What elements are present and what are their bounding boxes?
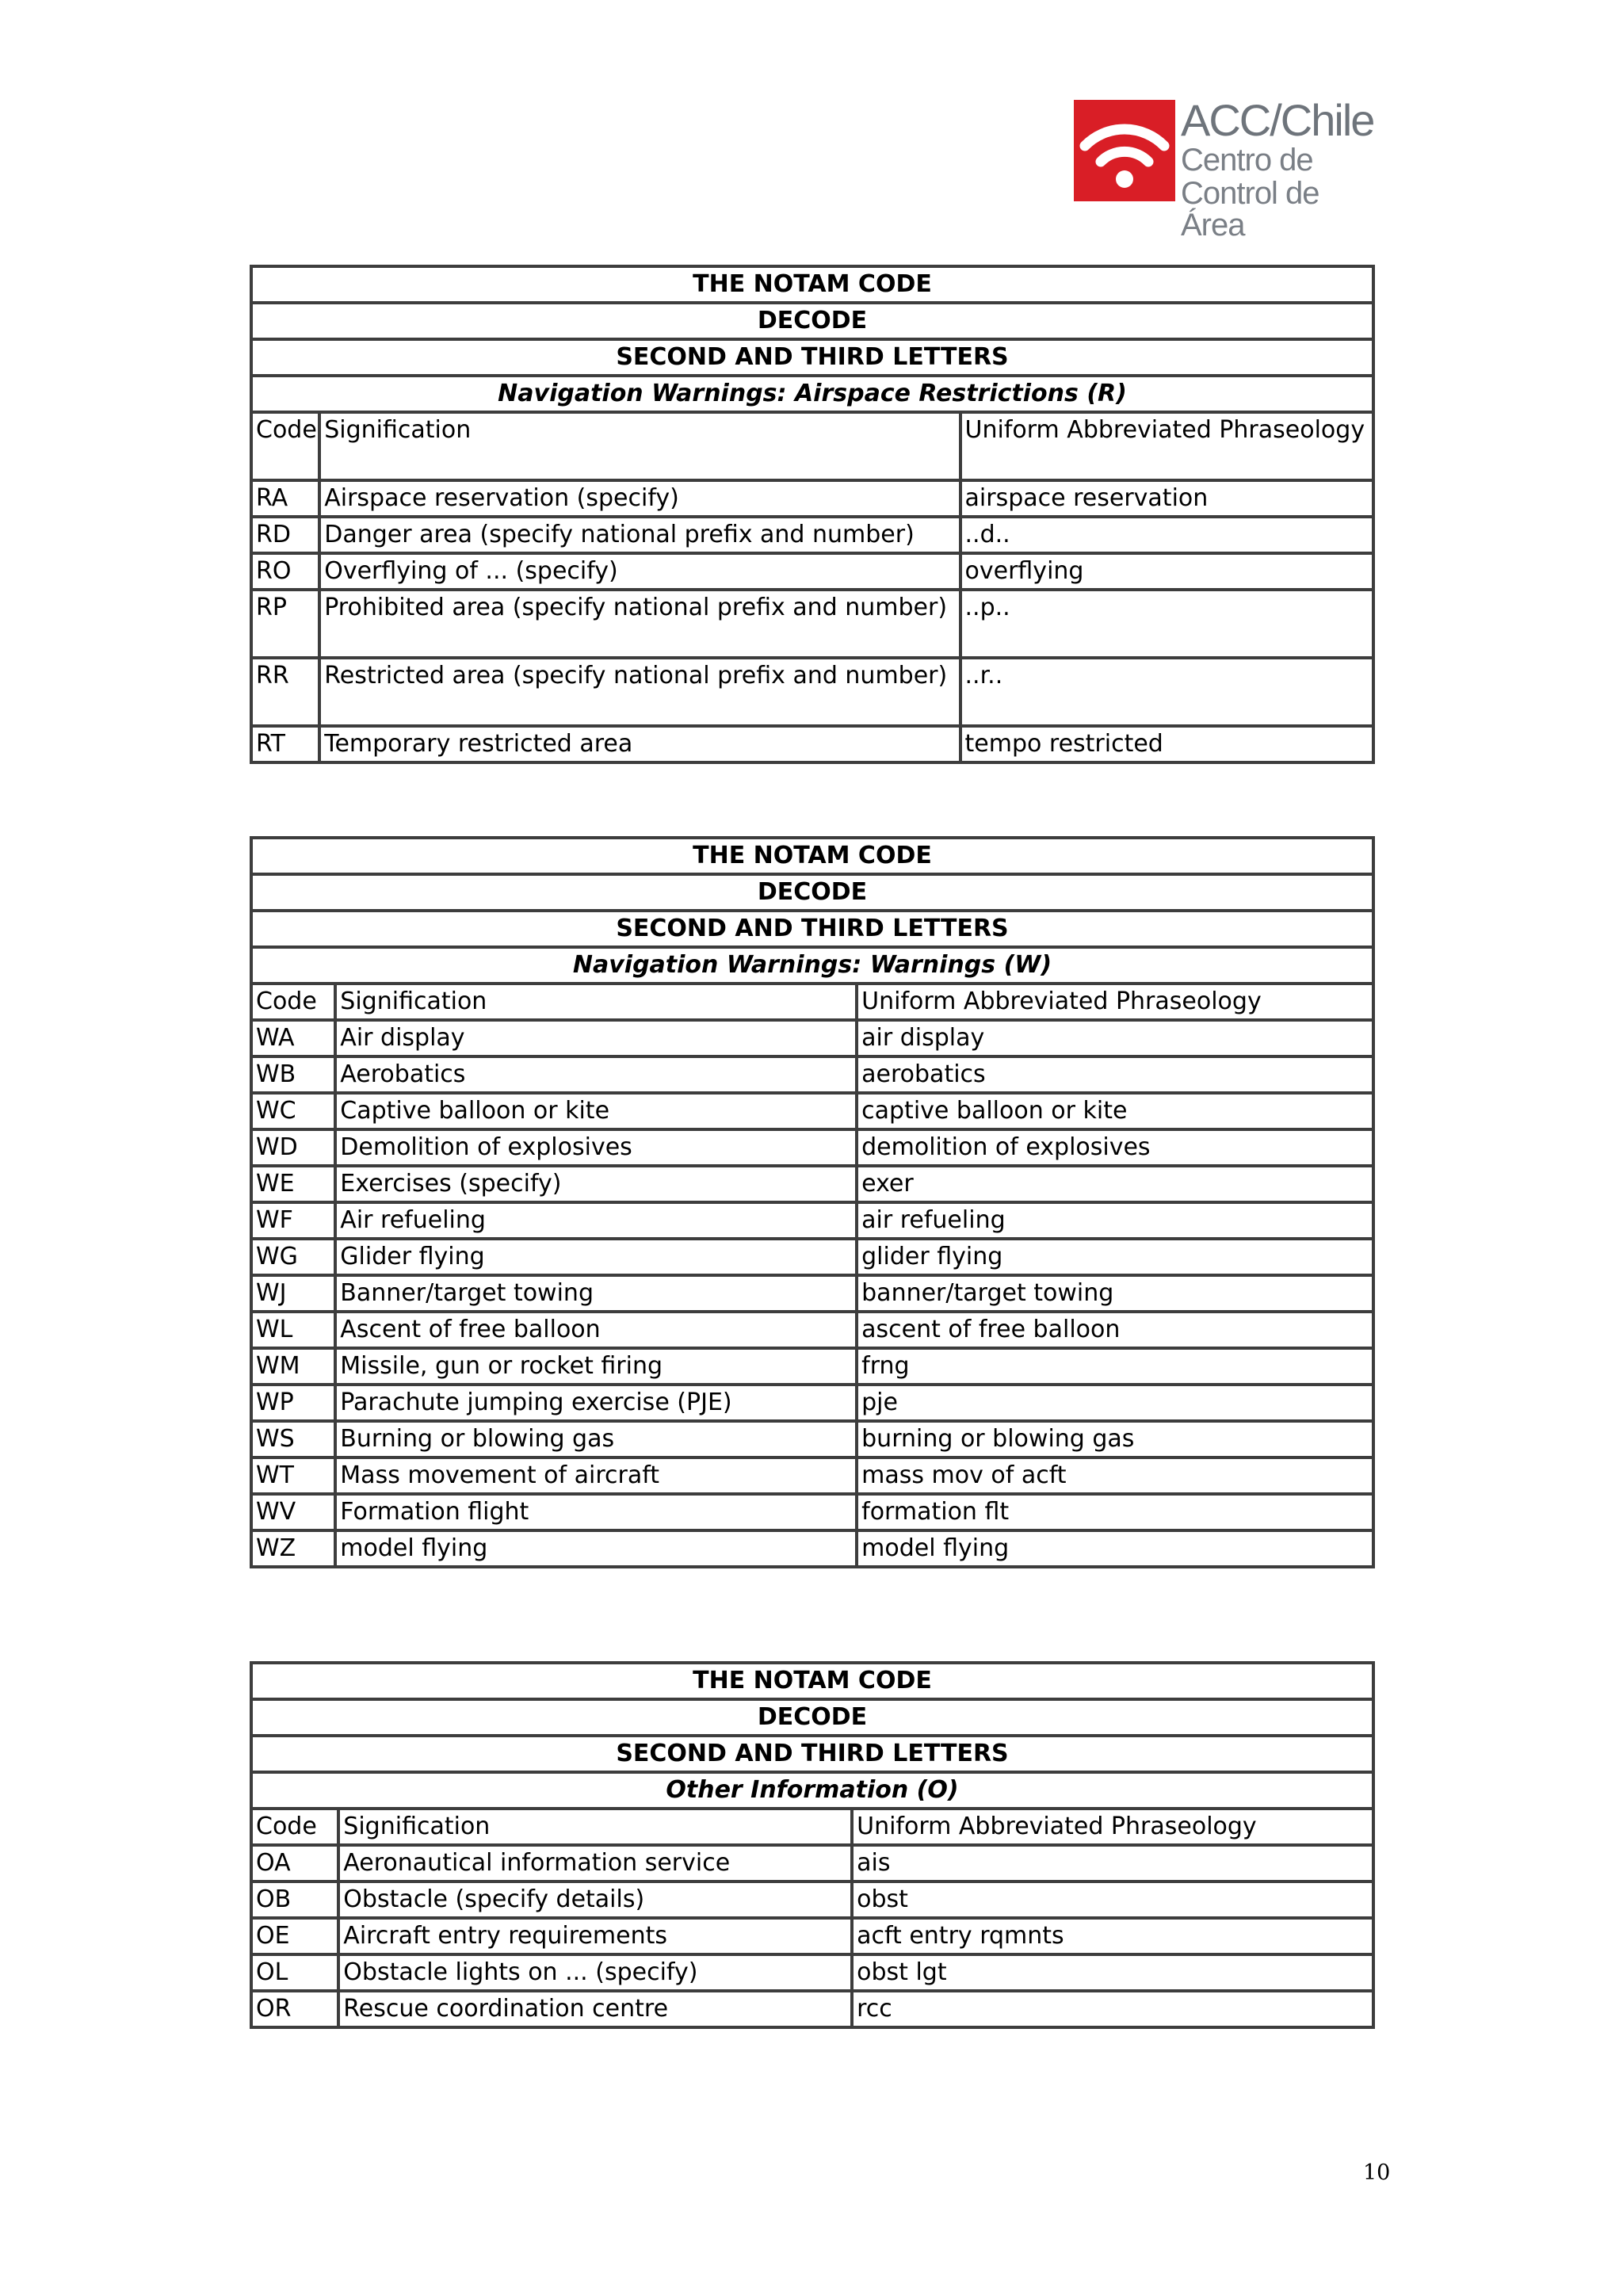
signification-cell: Missile, gun or rocket firing <box>335 1348 857 1385</box>
code-cell: RA <box>251 480 319 517</box>
wifi-signal-icon <box>1074 100 1175 201</box>
logo-title: ACC/Chile <box>1181 95 1374 145</box>
phraseology-cell: tempo restricted <box>960 726 1373 762</box>
code-cell: RP <box>251 590 319 658</box>
phraseology-cell: banner/target towing <box>857 1275 1373 1312</box>
table-category: Navigation Warnings: Airspace Restrictions (R) <box>251 376 1373 412</box>
signification-cell: Obstacle lights on ... (specify) <box>338 1954 852 1991</box>
table-row <box>251 1421 1373 1457</box>
phraseology-cell: obst <box>852 1881 1373 1918</box>
phraseology-cell: ..p.. <box>960 590 1373 658</box>
signification-cell: Obstacle (specify details) <box>338 1881 852 1918</box>
phraseology-cell: burning or blowing gas <box>857 1421 1373 1457</box>
phraseology-cell: obst lgt <box>852 1954 1373 1991</box>
phraseology-cell: overflying <box>960 553 1373 590</box>
phraseology-cell: ..d.. <box>960 517 1373 553</box>
column-header-phraseology: Uniform Abbreviated Phraseology <box>857 984 1373 1020</box>
signification-cell: Restricted area (specify national prefix and number) <box>319 658 960 726</box>
notam-table-airspace-restrictions <box>250 265 1375 764</box>
signification-cell: Glider flying <box>335 1239 857 1275</box>
table-subtitle: DECODE <box>251 874 1373 911</box>
column-header-signification: Signification <box>338 1809 852 1845</box>
signification-cell: Air refueling <box>335 1202 857 1239</box>
code-cell: WV <box>251 1494 335 1530</box>
phraseology-cell: model flying <box>857 1530 1373 1567</box>
code-cell: WF <box>251 1202 335 1239</box>
signification-cell: Rescue coordination centre <box>338 1991 852 2027</box>
signification-cell: model flying <box>335 1530 857 1567</box>
table-section: SECOND AND THIRD LETTERS <box>251 911 1373 947</box>
table-row <box>251 1202 1373 1239</box>
table-row <box>251 1494 1373 1530</box>
table-section: SECOND AND THIRD LETTERS <box>251 1736 1373 1772</box>
table-row <box>251 553 1373 590</box>
table-row <box>251 726 1373 762</box>
signification-cell: Air display <box>335 1020 857 1056</box>
code-cell: WC <box>251 1093 335 1129</box>
table-title: THE NOTAM CODE <box>251 838 1373 874</box>
table-section: SECOND AND THIRD LETTERS <box>251 339 1373 376</box>
code-cell: RO <box>251 553 319 590</box>
table-row <box>251 517 1373 553</box>
notam-table-other-information <box>250 1661 1375 2029</box>
code-cell: WS <box>251 1421 335 1457</box>
table-row <box>251 1954 1373 1991</box>
signification-cell: Demolition of explosives <box>335 1129 857 1166</box>
table-row <box>251 1020 1373 1056</box>
signification-cell: Burning or blowing gas <box>335 1421 857 1457</box>
signification-cell: Exercises (specify) <box>335 1166 857 1202</box>
signification-cell: Temporary restricted area <box>319 726 960 762</box>
code-cell: WT <box>251 1457 335 1494</box>
code-cell: WE <box>251 1166 335 1202</box>
phraseology-cell: air display <box>857 1020 1373 1056</box>
code-cell: WA <box>251 1020 335 1056</box>
signification-cell: Parachute jumping exercise (PJE) <box>335 1385 857 1421</box>
phraseology-cell: exer <box>857 1166 1373 1202</box>
table-row <box>251 1312 1373 1348</box>
signification-cell: Danger area (specify national prefix and number) <box>319 517 960 553</box>
table-category: Navigation Warnings: Warnings (W) <box>251 947 1373 984</box>
table-row <box>251 1275 1373 1312</box>
table-row <box>251 1129 1373 1166</box>
phraseology-cell: demolition of explosives <box>857 1129 1373 1166</box>
table-row <box>251 590 1373 658</box>
signification-cell: Mass movement of aircraft <box>335 1457 857 1494</box>
column-header-code: Code <box>251 984 335 1020</box>
code-cell: WZ <box>251 1530 335 1567</box>
code-cell: WD <box>251 1129 335 1166</box>
column-header-phraseology: Uniform Abbreviated Phraseology <box>852 1809 1373 1845</box>
table-category: Other Information (O) <box>251 1772 1373 1809</box>
table-row <box>251 1457 1373 1494</box>
table-row <box>251 1530 1373 1567</box>
column-header-phraseology: Uniform Abbreviated Phraseology <box>960 412 1373 480</box>
phraseology-cell: ais <box>852 1845 1373 1881</box>
table-row <box>251 1991 1373 2027</box>
phraseology-cell: formation flt <box>857 1494 1373 1530</box>
code-cell: OE <box>251 1918 338 1954</box>
page-number: 10 <box>1363 2160 1391 2185</box>
column-header-row <box>251 1809 1373 1845</box>
logo-line-1: Centro de <box>1181 143 1313 178</box>
code-cell: OA <box>251 1845 338 1881</box>
table-row <box>251 1845 1373 1881</box>
code-cell: OL <box>251 1954 338 1991</box>
table-subtitle: DECODE <box>251 303 1373 339</box>
table-row <box>251 1239 1373 1275</box>
table-row <box>251 1918 1373 1954</box>
code-cell: WJ <box>251 1275 335 1312</box>
table-row <box>251 1348 1373 1385</box>
signification-cell: Prohibited area (specify national prefix and number) <box>319 590 960 658</box>
signification-cell: Captive balloon or kite <box>335 1093 857 1129</box>
column-header-signification: Signification <box>319 412 960 480</box>
table-row <box>251 1166 1373 1202</box>
phraseology-cell: air refueling <box>857 1202 1373 1239</box>
column-header-code: Code <box>251 412 319 480</box>
signification-cell: Ascent of free balloon <box>335 1312 857 1348</box>
phraseology-cell: captive balloon or kite <box>857 1093 1373 1129</box>
table-row <box>251 1093 1373 1129</box>
code-cell: OB <box>251 1881 338 1918</box>
table-row <box>251 658 1373 726</box>
acc-chile-logo <box>1074 95 1391 243</box>
phraseology-cell: rcc <box>852 1991 1373 2027</box>
signification-cell: Aircraft entry requirements <box>338 1918 852 1954</box>
table-title: THE NOTAM CODE <box>251 1663 1373 1699</box>
table-subtitle: DECODE <box>251 1699 1373 1736</box>
table-title: THE NOTAM CODE <box>251 266 1373 303</box>
signification-cell: Overflying of ... (specify) <box>319 553 960 590</box>
phraseology-cell: glider flying <box>857 1239 1373 1275</box>
code-cell: WG <box>251 1239 335 1275</box>
column-header-row <box>251 412 1373 480</box>
table-row <box>251 480 1373 517</box>
phraseology-cell: ..r.. <box>960 658 1373 726</box>
code-cell: WB <box>251 1056 335 1093</box>
phraseology-cell: aerobatics <box>857 1056 1373 1093</box>
phraseology-cell: airspace reservation <box>960 480 1373 517</box>
phraseology-cell: acft entry rqmnts <box>852 1918 1373 1954</box>
signification-cell: Formation flight <box>335 1494 857 1530</box>
code-cell: WL <box>251 1312 335 1348</box>
code-cell: RR <box>251 658 319 726</box>
logo-line-2: Control de Área <box>1181 176 1319 243</box>
code-cell: WP <box>251 1385 335 1421</box>
phraseology-cell: ascent of free balloon <box>857 1312 1373 1348</box>
column-header-code: Code <box>251 1809 338 1845</box>
signification-cell: Banner/target towing <box>335 1275 857 1312</box>
phraseology-cell: mass mov of acft <box>857 1457 1373 1494</box>
code-cell: RT <box>251 726 319 762</box>
table-row <box>251 1385 1373 1421</box>
signification-cell: Aeronautical information service <box>338 1845 852 1881</box>
table-row <box>251 1881 1373 1918</box>
signification-cell: Aerobatics <box>335 1056 857 1093</box>
column-header-row <box>251 984 1373 1020</box>
table-row <box>251 1056 1373 1093</box>
signification-cell: Airspace reservation (specify) <box>319 480 960 517</box>
logo-text <box>1181 95 1391 243</box>
code-cell: RD <box>251 517 319 553</box>
column-header-signification: Signification <box>335 984 857 1020</box>
code-cell: WM <box>251 1348 335 1385</box>
notam-table-warnings <box>250 836 1375 1568</box>
phraseology-cell: pje <box>857 1385 1373 1421</box>
phraseology-cell: frng <box>857 1348 1373 1385</box>
code-cell: OR <box>251 1991 338 2027</box>
